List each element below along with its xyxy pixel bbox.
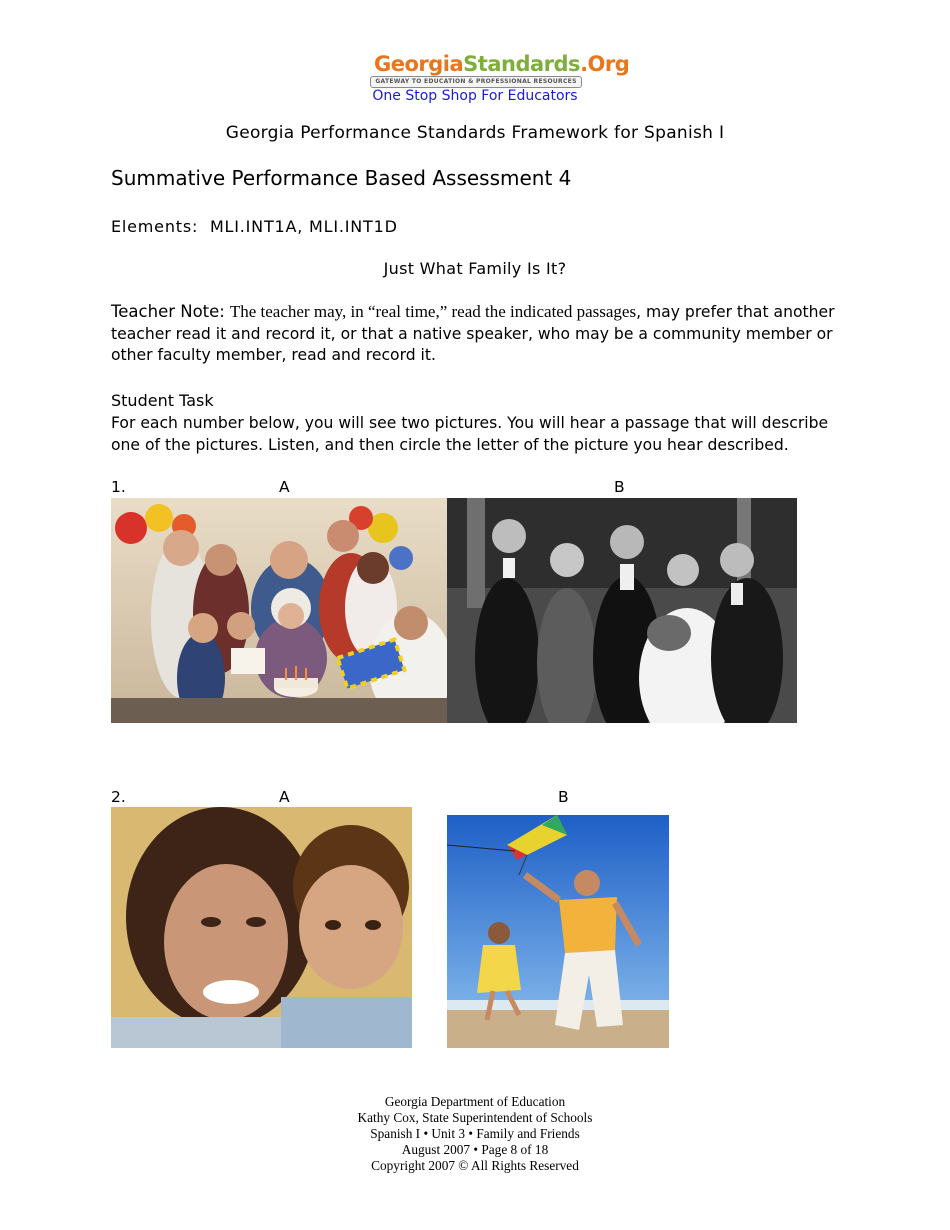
- footer-course-unit: Spanish I • Unit 3 • Family and Friends: [370, 1126, 580, 1141]
- logo-subtitle: GATEWAY TO EDUCATION & PROFESSIONAL RESOURCES: [370, 76, 582, 88]
- footer-department: Georgia Department of Education: [384, 1094, 566, 1109]
- wedding-family-image: [447, 498, 797, 723]
- assessment-title: Summative Performance Based Assessment 4: [111, 166, 572, 190]
- footer-copyright: Copyright 2007 © All Rights Reserved: [371, 1158, 579, 1173]
- framework-title: Georgia Performance Standards Framework for Spanish I: [225, 123, 725, 143]
- question-1-picture-b-wedding-family[interactable]: [447, 498, 797, 723]
- page-footer: [200, 1094, 750, 1174]
- footer-date-page: August 2007 • Page 8 of 18: [401, 1142, 549, 1157]
- elements-line: Elements: MLI.INT1A, MLI.INT1D: [111, 217, 398, 236]
- activity-title: Just What Family Is It?: [383, 259, 567, 278]
- question-2-picture-b-kite-beach[interactable]: [447, 815, 669, 1048]
- kite-beach-image: [447, 815, 669, 1048]
- georgia-standards-logo[interactable]: [370, 52, 630, 88]
- logo-wordmark: GeorgiaStandards.Org: [374, 52, 630, 76]
- question-2-picture-a-mother-and-son[interactable]: [111, 807, 412, 1048]
- birthday-party-image: [111, 498, 447, 723]
- student-task-text: For each number below, you will see two pictures. You will hear a passage that will describe one of the pictures. Listen, and then circle the letter of the picture you hear described.: [111, 414, 829, 454]
- teacher-note: [111, 301, 839, 367]
- teacher-note-label: Teacher Note:: [111, 302, 225, 321]
- teacher-note-serif-text: The teacher may, in “real time,” read the indicated passages: [229, 302, 637, 321]
- tagline-link[interactable]: One Stop Shop For Educators: [372, 88, 578, 104]
- mother-son-image: [111, 807, 412, 1048]
- teacher-note-text: , may prefer that another teacher read it and record it, or that a native speaker, who may be a community member or other faculty member, read and record it.: [111, 303, 835, 364]
- question-1-label-a: A: [279, 478, 290, 496]
- question-2-label-b: B: [558, 788, 569, 806]
- student-task-label: Student Task: [111, 391, 214, 410]
- question-1-number: 1.: [111, 478, 126, 496]
- question-2-number: 2.: [111, 788, 126, 806]
- footer-superintendent: Kathy Cox, State Superintendent of Schools: [357, 1110, 593, 1125]
- question-1-picture-a-birthday-party[interactable]: [111, 498, 447, 723]
- question-1-label-b: B: [614, 478, 625, 496]
- question-2-label-a: A: [279, 788, 290, 806]
